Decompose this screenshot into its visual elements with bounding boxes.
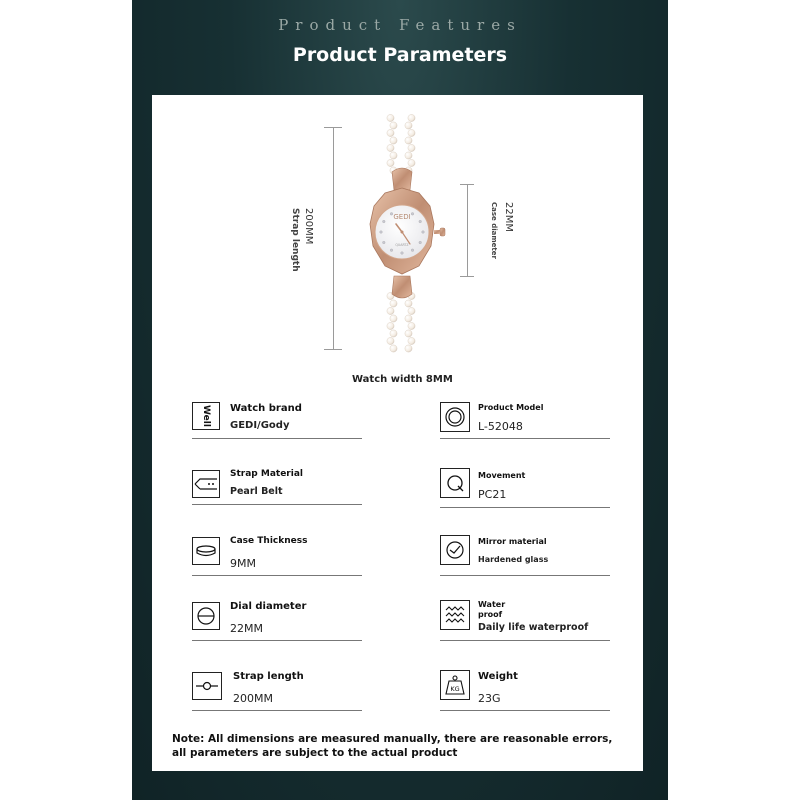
pearl-bead <box>408 114 415 121</box>
water-icon <box>440 600 470 630</box>
spec-product-model <box>440 402 610 452</box>
pearl-bead <box>387 159 394 166</box>
case-diameter-dimension-value: 22MM <box>503 202 514 232</box>
pearl-strap-bottom <box>387 292 415 352</box>
pearl-bead <box>405 122 412 129</box>
spec-label: Strap length <box>233 671 304 682</box>
spec-divider <box>192 640 362 641</box>
strap-length-dimension <box>288 208 328 278</box>
dial-marker <box>401 252 404 255</box>
model-icon <box>440 402 470 432</box>
spec-label: Movement <box>478 471 526 480</box>
dial-marker <box>422 231 425 234</box>
strap-length-dimension-value: 200MM <box>303 208 314 245</box>
spec-label: Strap Material <box>230 469 303 479</box>
mirror-icon <box>440 535 470 565</box>
case-diameter-tick-top <box>460 184 474 185</box>
pearl-bead <box>405 315 412 322</box>
watch-width-label: Watch width 8MM <box>352 374 453 385</box>
dial-marker <box>419 220 422 223</box>
spec-weight <box>440 670 610 720</box>
pearl-bead <box>387 322 394 329</box>
spec-value: Hardened glass <box>478 555 549 564</box>
pearl-bead <box>387 129 394 136</box>
spec-dial-diameter <box>192 600 362 650</box>
movement-icon <box>440 468 470 498</box>
well-icon: Well <box>192 402 220 430</box>
pearl-bead <box>408 129 415 136</box>
svg-text:KG: KG <box>450 685 460 693</box>
pearl-bead <box>390 152 397 159</box>
case-diameter-tick-bottom <box>460 276 474 277</box>
strap-length-dimension-line <box>333 127 334 349</box>
weight-icon <box>440 670 470 700</box>
watch-lug-bottom <box>392 276 412 298</box>
dial-marker <box>383 220 386 223</box>
pearl-bead <box>390 300 397 307</box>
spec-divider <box>440 640 610 641</box>
spec-strap-material <box>192 468 362 518</box>
strap-length-icon <box>192 672 222 700</box>
case-diameter-dimension-label: Case diameter <box>490 202 498 259</box>
spec-value: Pearl Belt <box>230 486 283 497</box>
pearl-bead <box>387 144 394 151</box>
spec-value: 22MM <box>230 622 263 635</box>
dial-marker <box>383 241 386 244</box>
dial-brand: GEDI <box>393 213 411 221</box>
spec-divider <box>440 438 610 439</box>
strap-length-dimension-label: Strap length <box>290 208 300 272</box>
spec-value: PC21 <box>478 488 507 501</box>
pearl-bead <box>405 300 412 307</box>
spec-label: Watch brand <box>230 403 302 414</box>
pearl-bead <box>387 114 394 121</box>
spec-divider <box>440 710 610 711</box>
pearl-bead <box>390 330 397 337</box>
pearl-bead <box>405 152 412 159</box>
dial-marker <box>411 249 414 252</box>
pearl-bead <box>387 307 394 314</box>
spec-value: 9MM <box>230 557 256 570</box>
page-title: Product Parameters <box>292 44 508 66</box>
dial-marker <box>419 241 422 244</box>
dial-marker <box>390 249 393 252</box>
case-diameter-dimension-line <box>467 184 468 276</box>
watch-illustration <box>352 112 452 358</box>
watch-crown <box>440 228 445 236</box>
spec-divider <box>192 710 362 711</box>
watch-lug-top <box>392 168 412 190</box>
spec-divider <box>440 507 610 508</box>
spec-label: Product Model <box>478 403 544 412</box>
spec-divider <box>440 575 610 576</box>
pearl-bead <box>408 144 415 151</box>
spec-label: Mirror material <box>478 537 547 546</box>
spec-mirror-material <box>440 535 610 585</box>
pearl-bead <box>405 137 412 144</box>
spec-label: Case Thickness <box>230 536 308 546</box>
spec-value: L-52048 <box>478 420 523 433</box>
dial-marker <box>380 231 383 234</box>
measurement-note: Note: All dimensions are measured manually, there are reasonable errors, all parameters are subject to the actual product <box>172 733 613 759</box>
features-subtitle: Product Features <box>278 16 522 34</box>
pearl-bead <box>390 137 397 144</box>
pearl-bead <box>408 159 415 166</box>
pearl-bead <box>405 345 412 352</box>
spec-label: Weight <box>478 671 518 682</box>
pearl-strap-top <box>387 114 415 174</box>
spec-label-line1: Water <box>478 600 506 609</box>
spec-value: 23G <box>478 692 501 705</box>
spec-value: 200MM <box>233 692 273 705</box>
spec-divider <box>192 504 362 505</box>
case-diameter-dimension <box>482 202 518 262</box>
spec-label-line2: proof <box>478 610 503 619</box>
dial-text: QUARTZ <box>395 243 409 247</box>
spec-value: GEDI/Gody <box>230 420 290 431</box>
pearl-bead <box>408 322 415 329</box>
spec-divider <box>192 575 362 576</box>
spec-waterproof <box>440 600 610 650</box>
spec-case-thickness <box>192 535 362 585</box>
spec-label: Dial diameter <box>230 601 307 612</box>
pearl-bead <box>390 345 397 352</box>
thickness-icon <box>192 537 220 565</box>
spec-strap-length <box>192 670 362 720</box>
pearl-bead <box>405 330 412 337</box>
strap-length-tick-top <box>324 127 342 128</box>
pearl-bead <box>390 315 397 322</box>
dial-marker <box>411 213 414 216</box>
spec-watch-brand <box>192 402 362 452</box>
pearl-bead <box>387 337 394 344</box>
dial-icon <box>192 602 220 630</box>
strap-icon <box>192 470 220 498</box>
spec-movement <box>440 468 610 518</box>
pearl-bead <box>408 307 415 314</box>
pearl-bead <box>408 337 415 344</box>
spec-value: Daily life waterproof <box>478 622 589 633</box>
pearl-bead <box>390 122 397 129</box>
strap-length-tick-bottom <box>324 349 342 350</box>
spec-divider <box>192 438 362 439</box>
